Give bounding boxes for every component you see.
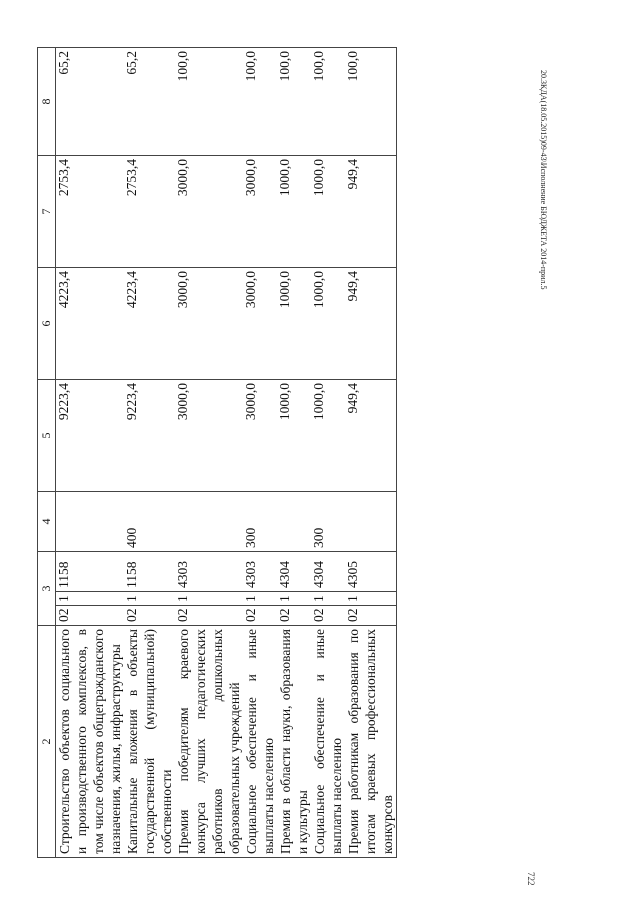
header-col-8: 8 [38, 47, 56, 155]
file-path-note: 20.ЗКДА(18.05.2015)09-43\Исполнение БЮДЖЕТА 2014-прил.5 [539, 70, 548, 290]
row-value-7: 1000,0 [277, 155, 311, 267]
row-value-6: 1000,0 [311, 267, 345, 379]
row-expense-type: 300 [311, 491, 345, 551]
row-value-6: 4223,4 [56, 267, 125, 379]
row-value-8: 100,0 [175, 47, 243, 155]
row-expense-type: 400 [124, 491, 175, 551]
row-code-program: 1 [345, 592, 397, 606]
row-code-program: 1 [243, 592, 277, 606]
row-value-7: 2753,4 [124, 155, 175, 267]
table-row [311, 47, 345, 857]
row-name: Премия в области науки, образования и культуры [277, 626, 311, 858]
row-expense-type [175, 491, 243, 551]
row-code-item: 4303 [175, 551, 243, 591]
row-code-section: 02 [243, 606, 277, 626]
row-expense-type [345, 491, 397, 551]
rotated-table-wrapper [37, 48, 497, 858]
table-row [345, 47, 397, 857]
row-code-program: 1 [56, 592, 125, 606]
table-row [277, 47, 311, 857]
row-value-6: 3000,0 [175, 267, 243, 379]
row-name: Социальное обеспечение и иные выплаты населению [311, 626, 345, 858]
row-value-5: 1000,0 [277, 379, 311, 491]
row-code-program: 1 [124, 592, 175, 606]
row-code-section: 02 [311, 606, 345, 626]
header-col-3: 3 [38, 551, 56, 625]
row-code-program: 1 [175, 592, 243, 606]
row-code-program: 1 [277, 592, 311, 606]
row-code-item: 4304 [277, 551, 311, 591]
row-name: Капитальные вложения в объекты государственной (муниципальной) собственности [124, 626, 175, 858]
table-row [243, 47, 277, 857]
row-name: Строительство объектов социального и производственного комплексов, в том числе объектов общегражданского назначения, жилья, инфраструктуры [56, 626, 125, 858]
header-col-4: 4 [38, 491, 56, 551]
row-expense-type: 300 [243, 491, 277, 551]
row-code-item: 4303 [243, 551, 277, 591]
row-value-7: 949,4 [345, 155, 397, 267]
header-col-7: 7 [38, 155, 56, 267]
row-code-item: 4304 [311, 551, 345, 591]
table-row [175, 47, 243, 857]
row-code-section: 02 [124, 606, 175, 626]
row-value-8: 100,0 [277, 47, 311, 155]
header-col-5: 5 [38, 379, 56, 491]
row-name: Премия победителям краевого конкурса лучших педагогических работников дошкольных образовательных учреждений [175, 626, 243, 858]
row-value-6: 1000,0 [277, 267, 311, 379]
row-expense-type [56, 491, 125, 551]
row-value-6: 949,4 [345, 267, 397, 379]
header-row [38, 47, 56, 857]
row-value-5: 3000,0 [175, 379, 243, 491]
row-value-7: 3000,0 [175, 155, 243, 267]
row-code-section: 02 [277, 606, 311, 626]
row-code-section: 02 [345, 606, 397, 626]
row-value-8: 65,2 [56, 47, 125, 155]
row-value-8: 100,0 [243, 47, 277, 155]
row-value-7: 2753,4 [56, 155, 125, 267]
row-value-8: 65,2 [124, 47, 175, 155]
row-value-8: 100,0 [345, 47, 397, 155]
header-col-2: 2 [38, 626, 56, 858]
row-code-item: 1158 [56, 551, 125, 591]
row-value-7: 3000,0 [243, 155, 277, 267]
row-value-5: 3000,0 [243, 379, 277, 491]
header-col-6: 6 [38, 267, 56, 379]
row-value-5: 9223,4 [56, 379, 125, 491]
row-code-item: 1158 [124, 551, 175, 591]
budget-table [37, 47, 397, 858]
row-value-8: 100,0 [311, 47, 345, 155]
row-expense-type [277, 491, 311, 551]
row-code-section: 02 [175, 606, 243, 626]
row-value-6: 4223,4 [124, 267, 175, 379]
row-value-7: 1000,0 [311, 155, 345, 267]
row-code-section: 02 [56, 606, 125, 626]
table-row [56, 47, 125, 857]
row-value-6: 3000,0 [243, 267, 277, 379]
row-value-5: 9223,4 [124, 379, 175, 491]
page-number: 722 [526, 872, 536, 886]
row-value-5: 1000,0 [311, 379, 345, 491]
row-code-item: 4305 [345, 551, 397, 591]
row-value-5: 949,4 [345, 379, 397, 491]
row-code-program: 1 [311, 592, 345, 606]
row-name: Социальное обеспечение и иные выплаты населению [243, 626, 277, 858]
row-name: Премия работникам образования по итогам краевых профессиональных конкурсов [345, 626, 397, 858]
table-row [124, 47, 175, 857]
